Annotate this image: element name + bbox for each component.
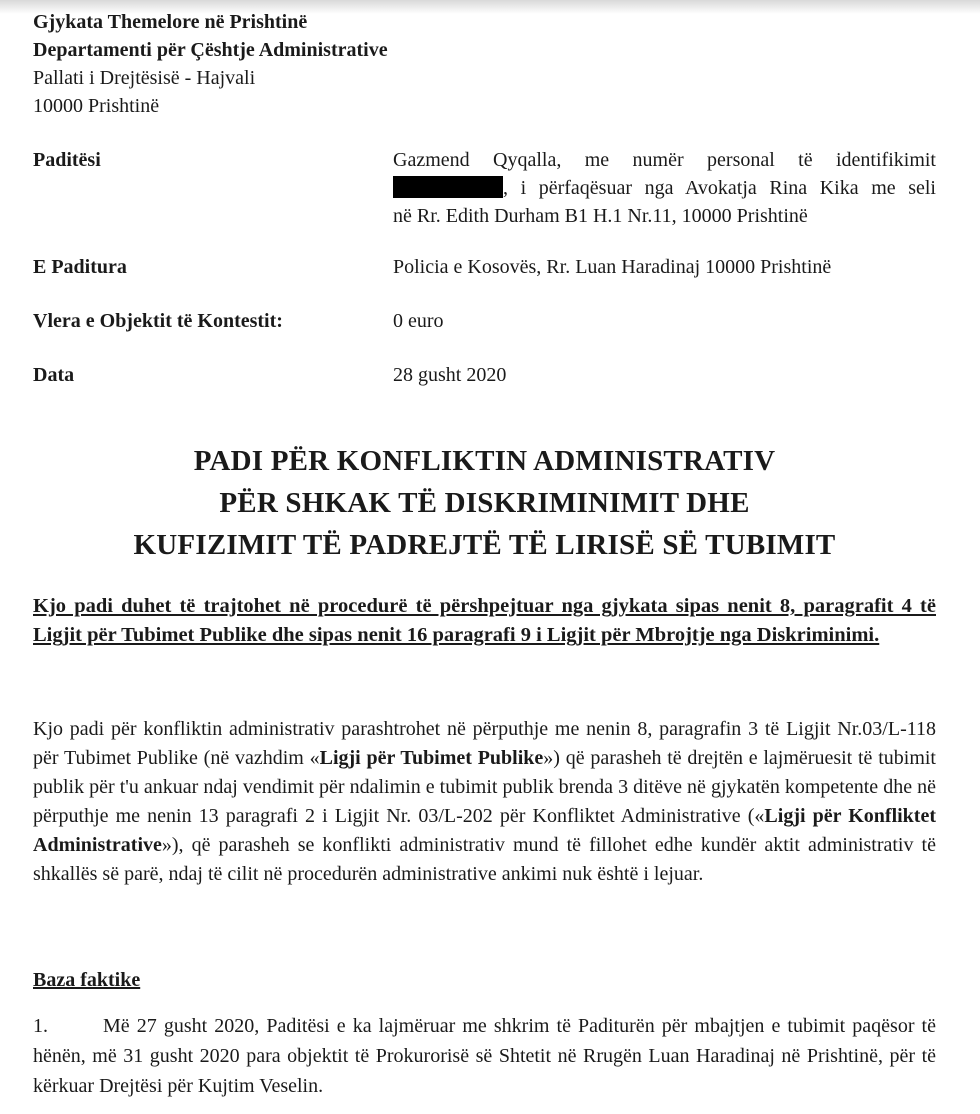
title-line-1: PADI PËR KONFLIKTIN ADMINISTRATIV	[193, 445, 776, 477]
court-department: Departamenti për Çështje Administrative	[33, 39, 388, 61]
court-address-block	[33, 8, 936, 120]
defendant-row	[33, 253, 936, 281]
intro-text-2: ») që parasheh të drejtën e lajmëruesit të tubimit publik për t'u ankuar ndaj vendimit për ndalimin e tubimit publik brenda 3 ditëve në gjykatën kompetente dhe në përputhje me nenin 13 paragrafi 2 i Ligjit Nr. 03/L-202 për Konfliktet Administrative («	[33, 747, 936, 827]
facts-heading: Baza faktike	[33, 969, 141, 991]
plaintiff-line-2-text: , i përfaqësuar nga Avokatja Rina Kika me seli	[503, 177, 936, 199]
law-administrative-conflicts: Ligji për Konfliktet Administrative	[33, 805, 936, 856]
date-value: 28 gusht 2020	[393, 364, 507, 386]
defendant-value: Policia e Kosovës, Rr. Luan Haradinaj 10000 Prishtinë	[393, 256, 832, 278]
intro-text-1: Kjo padi për konfliktin administrativ parashtrohet në përputhje me nenin 8, paragrafin 3 të Ligjit Nr.03/L-118 për Tubimet Publike (në vazhdim «	[33, 718, 936, 769]
claim-value-label: Vlera e Objektit të Kontestit:	[33, 310, 283, 332]
plaintiff-line-3: në Rr. Edith Durham B1 H.1 Nr.11, 10000 Prishtinë	[393, 205, 808, 227]
claim-value-row	[33, 307, 936, 335]
law-public-assemblies: Ligji për Tubimet Publike	[319, 747, 544, 769]
plaintiff-value	[393, 146, 936, 230]
plaintiff-label: Paditësi	[33, 149, 101, 171]
title-line-2: PËR SHKAK TË DISKRIMINIMIT DHE	[219, 487, 750, 519]
document-title	[33, 440, 936, 566]
expedited-procedure-notice: Kjo padi duhet të trajtohet në procedurë të përshpejtuar nga gjykata sipas nenit 8, paragrafit 4 të Ligjit për Tubimet Publike dhe sipas nenit 16 paragrafi 9 i Ligjit për Mbrojtje nga Diskriminimi.	[33, 595, 936, 646]
plaintiff-row	[33, 146, 936, 230]
date-row	[33, 361, 936, 389]
claim-value-amount: 0 euro	[393, 310, 444, 332]
facts-item-1-text: Më 27 gusht 2020, Paditësi e ka lajmëruar me shkrim të Paditurën për mbajtjen e tubimit paqësor të hënën, më 31 gusht 2020 para objektit të Prokurorisë së Shtetit në Rrugën Luan Haradinaj në Prishtinë, për të kërkuar Drejtësi për Kujtim Veselin.	[33, 1015, 936, 1097]
date-label: Data	[33, 364, 75, 386]
redacted-id-block	[393, 176, 503, 198]
court-address: Pallati i Drejtësisë - Hajvali	[33, 67, 256, 89]
court-city: 10000 Prishtinë	[33, 95, 160, 117]
intro-paragraph	[33, 715, 936, 889]
defendant-label: E Paditura	[33, 256, 127, 278]
title-line-3: KUFIZIMIT TË PADREJTË TË LIRISË SË TUBIMIT	[133, 529, 836, 561]
plaintiff-line-1: Gazmend Qyqalla, me numër personal të identifikimit	[393, 149, 936, 171]
facts-item-1	[33, 1011, 936, 1101]
intro-text-3: »), që parasheh se konflikti administrativ mund të fillohet edhe kundër aktit administrativ të shkallës së parë, ndaj të cilit në procedurën administrative ankimi nuk është i lejuar.	[33, 834, 936, 885]
court-name: Gjykata Themelore në Prishtinë	[33, 11, 308, 33]
plaintiff-line-2	[393, 174, 936, 202]
facts-item-1-number: 1.	[33, 1015, 48, 1037]
